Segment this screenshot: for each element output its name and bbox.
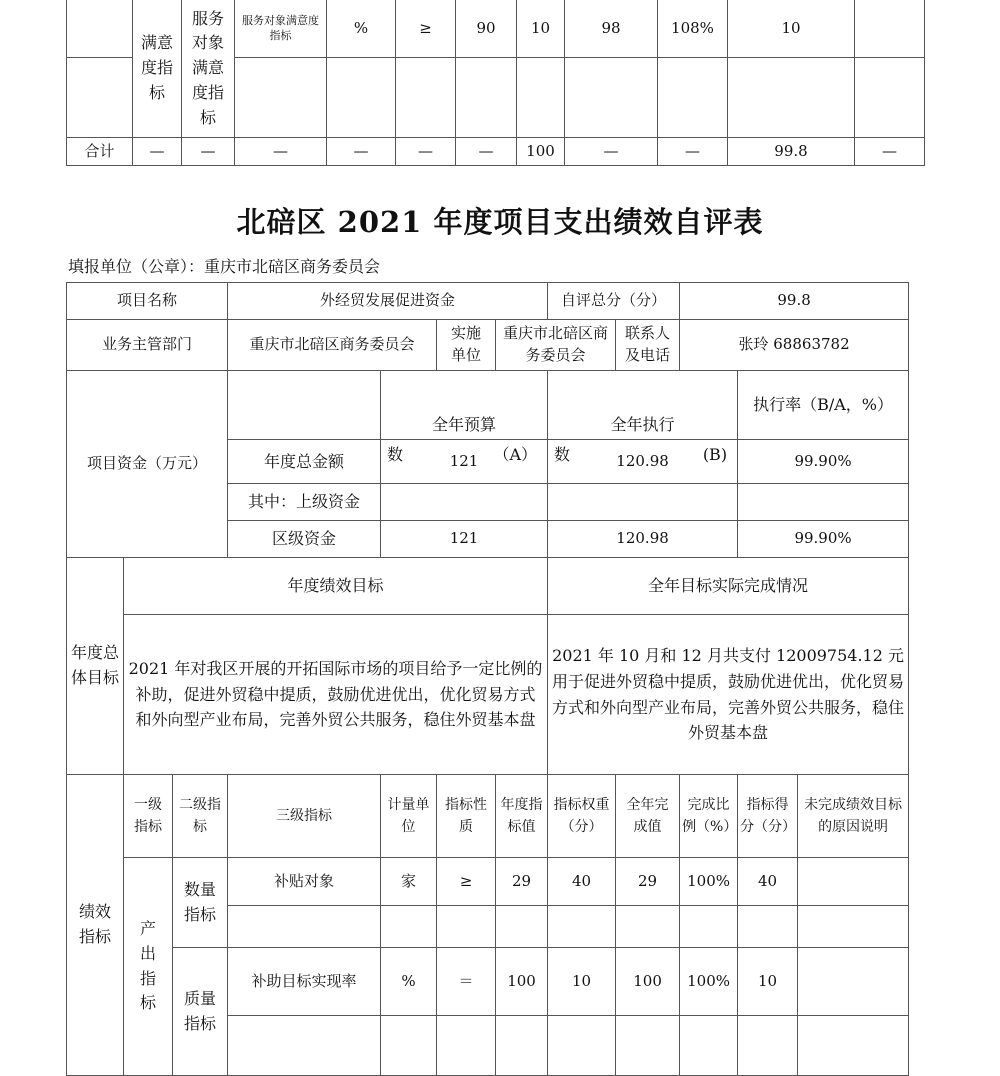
h-nature-text: 指标性质 [445, 796, 488, 835]
fill-unit: 填报单位（公章）：重庆市北碚区商务委员会 [68, 257, 381, 276]
h-score [738, 775, 798, 858]
total-dash: — [658, 138, 728, 166]
qual-actual: 100 [616, 948, 680, 1016]
top-continuation-table [66, 0, 925, 166]
perf-label-cell [67, 775, 124, 1076]
empty-cell [228, 371, 381, 440]
qty-label-cell [173, 858, 228, 948]
qual-score: 10 [738, 948, 798, 1016]
total-amount-label: 年度总金额 [228, 440, 381, 484]
total-dash: — [327, 138, 396, 166]
empty-cell [728, 58, 855, 138]
total-exec: 120.98 [548, 440, 738, 484]
empty-cell [738, 1016, 798, 1076]
sat-level1: 满意度指标 [140, 33, 173, 102]
exec-head-top: 全年执行 [610, 415, 675, 434]
empty-cell [798, 906, 909, 948]
sat-level1-cell [133, 0, 182, 138]
empty-cell [548, 1016, 616, 1076]
impl-unit: 重庆市北碚区商务委员会 [503, 324, 609, 364]
empty-cell [798, 858, 909, 906]
empty-cell [855, 58, 925, 138]
self-evaluation-table [66, 282, 909, 1076]
empty-cell [228, 1016, 381, 1076]
qual-nature: ＝ [437, 948, 496, 1016]
output-label-cell [124, 858, 173, 1076]
total-weight: 100 [517, 138, 565, 166]
contact-label-cell [616, 320, 680, 371]
sat-target: 90 [456, 0, 517, 58]
qual-label-cell [173, 948, 228, 1076]
total-dash: — [133, 138, 182, 166]
funds-label: 项目资金（万元） [67, 371, 228, 558]
total-dash: — [182, 138, 235, 166]
impl-label: 实施单位 [451, 324, 482, 364]
empty-cell [565, 58, 658, 138]
sat-level3-cell [235, 0, 327, 58]
empty-cell [67, 58, 133, 138]
sat-weight: 10 [517, 0, 565, 58]
empty-cell [680, 906, 738, 948]
sat-score: 10 [728, 0, 855, 58]
goal-label: 年度总体目标 [70, 643, 119, 687]
actual-text-cell [548, 615, 909, 775]
h-nature [437, 775, 496, 858]
impl-label-cell [437, 320, 496, 371]
qty-target: 29 [496, 858, 548, 906]
h-weight-text: 指标权重（分） [553, 796, 610, 835]
qual-name: 补助目标实现率 [228, 948, 381, 1016]
sat-level3: 服务对象满意度指标 [242, 13, 319, 42]
empty-cell [396, 58, 456, 138]
h-ratio-text: 完成比例（%） [682, 796, 738, 835]
h-reason-text: 未完成绩效目标的原因说明 [804, 796, 903, 835]
empty-cell [517, 58, 565, 138]
contact: 张玲 68863782 [680, 320, 909, 371]
empty-cell [616, 906, 680, 948]
project-name: 外经贸发展促进资金 [228, 283, 548, 320]
upper-funds-label: 其中：上级资金 [228, 484, 381, 521]
qty-label: 数量指标 [184, 879, 217, 924]
qty-unit: 家 [381, 858, 437, 906]
h-score-text: 指标得分（分） [740, 796, 797, 835]
qual-weight: 10 [548, 948, 616, 1016]
sat-ratio: 108% [658, 0, 728, 58]
total-dash: — [456, 138, 517, 166]
qty-actual: 29 [616, 858, 680, 906]
budget-head-top: 全年预算 [432, 415, 497, 434]
qty-ratio: 100% [680, 858, 738, 906]
total-dash: — [235, 138, 327, 166]
h-ratio [680, 775, 738, 858]
empty-cell [437, 906, 496, 948]
qual-target: 100 [496, 948, 548, 1016]
empty-cell [496, 1016, 548, 1076]
district-exec: 120.98 [548, 521, 738, 558]
h-weight [548, 775, 616, 858]
empty-cell [235, 58, 327, 138]
exec-head-right: (B) [702, 445, 728, 464]
empty-cell [855, 0, 925, 58]
total-budget: 121 [381, 440, 548, 484]
h-reason [798, 775, 909, 858]
goal-head: 年度绩效目标 [124, 558, 548, 615]
qual-label: 质量指标 [184, 988, 217, 1033]
goal-text-cell [124, 615, 548, 775]
empty-cell [616, 1016, 680, 1076]
actual-head: 全年目标实际完成情况 [548, 558, 909, 615]
empty-cell [548, 906, 616, 948]
actual-text: 2021 年 10 月和 12 月共支付 12009754.12 元用于促进外贸稳中提质，鼓励优进优出，优化贸易方式和外向型产业布局，完善外贸公共服务，稳住外贸基本盘 [552, 645, 905, 743]
self-score-label: 自评总分（分） [548, 283, 680, 320]
contact-label: 联系人及电话 [625, 324, 671, 364]
page-title: 北碚区 2021 年度项目支出绩效自评表 [236, 205, 764, 239]
h-unit-text: 计量单位 [387, 796, 430, 835]
empty-cell [798, 948, 909, 1016]
empty-cell [680, 1016, 738, 1076]
qual-ratio: 100% [680, 948, 738, 1016]
qty-nature: ≥ [437, 858, 496, 906]
empty-cell [496, 906, 548, 948]
goal-label-cell [67, 558, 124, 775]
h-target [496, 775, 548, 858]
total-rate: 99.90% [738, 440, 909, 484]
h-actual-text: 全年完成值 [626, 796, 669, 835]
dept-label: 业务主管部门 [67, 320, 228, 371]
budget-head-right: （A） [493, 445, 538, 464]
total-dash: — [565, 138, 658, 166]
empty-cell [738, 484, 909, 521]
total-label: 合计 [67, 138, 133, 166]
qty-name: 补贴对象 [228, 858, 381, 906]
empty-cell [381, 1016, 437, 1076]
sat-nature: ≥ [396, 0, 456, 58]
project-name-label: 项目名称 [67, 283, 228, 320]
empty-cell [381, 484, 548, 521]
h-level1 [124, 775, 173, 858]
h-level1-text: 一级指标 [134, 796, 162, 835]
sat-level2-cell [182, 0, 235, 138]
rate-head: 执行率（B/A，%） [738, 371, 909, 440]
sat-level2: 服务对象满意度指标 [191, 8, 224, 127]
empty-cell [548, 484, 738, 521]
h-actual [616, 775, 680, 858]
total-score: 99.8 [728, 138, 855, 166]
qty-score: 40 [738, 858, 798, 906]
exec-head-left: 数 [554, 445, 571, 464]
goal-text: 2021 年对我区开展的开拓国际市场的项目给予一定比例的补助，促进外贸稳中提质，鼓励优进优出，优化贸易方式和外向型产业布局，完善外贸公共服务，稳住外贸基本盘 [128, 658, 543, 730]
h-unit [381, 775, 437, 858]
perf-label: 绩效指标 [78, 902, 111, 946]
district-rate: 99.90% [738, 521, 909, 558]
h-level2 [173, 775, 228, 858]
output-label: 产出指标 [139, 918, 156, 1013]
district-funds-label: 区级资金 [228, 521, 381, 558]
qual-unit: % [381, 948, 437, 1016]
h-level2-text: 二级指标 [179, 796, 222, 835]
empty-cell [798, 1016, 909, 1076]
impl-unit-cell [496, 320, 616, 371]
empty-cell [456, 58, 517, 138]
sat-actual: 98 [565, 0, 658, 58]
empty-cell [381, 906, 437, 948]
dept: 重庆市北碚区商务委员会 [228, 320, 437, 371]
budget-head-left: 数 [387, 445, 404, 464]
total-dash: — [396, 138, 456, 166]
self-score: 99.8 [680, 283, 909, 320]
empty-cell [437, 1016, 496, 1076]
sat-unit: % [327, 0, 396, 58]
empty-cell [327, 58, 396, 138]
empty-cell [67, 0, 133, 58]
h-target-text: 年度指标值 [500, 796, 543, 835]
empty-cell [738, 906, 798, 948]
h-level3: 三级指标 [228, 775, 381, 858]
empty-cell [228, 906, 381, 948]
qty-weight: 40 [548, 858, 616, 906]
total-dash: — [855, 138, 925, 166]
district-budget: 121 [381, 521, 548, 558]
empty-cell [658, 58, 728, 138]
